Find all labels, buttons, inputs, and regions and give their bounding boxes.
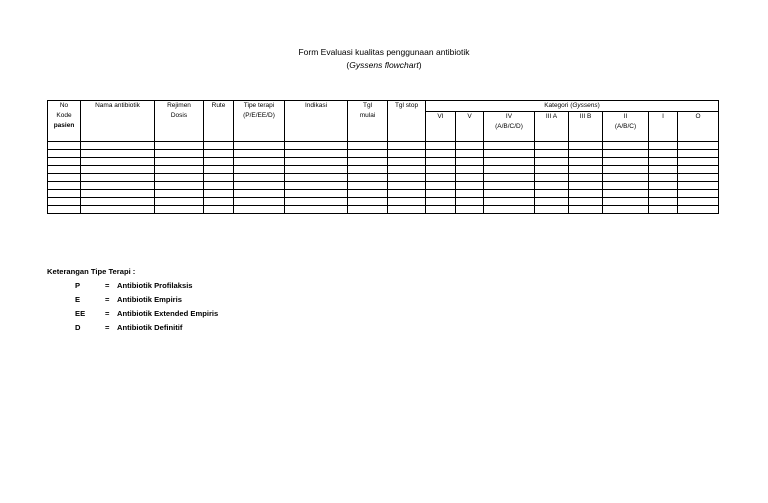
table-cell[interactable] xyxy=(204,158,234,166)
table-cell[interactable] xyxy=(649,190,678,198)
table-cell[interactable] xyxy=(204,142,234,150)
table-cell[interactable] xyxy=(649,198,678,206)
table-cell[interactable] xyxy=(48,198,81,206)
table-cell[interactable] xyxy=(484,158,535,166)
header-kategori-1: V xyxy=(456,112,484,142)
table-cell[interactable] xyxy=(234,198,285,206)
table-row xyxy=(48,190,719,198)
table-cell[interactable] xyxy=(456,190,484,198)
table-cell[interactable] xyxy=(348,206,388,214)
table-cell[interactable] xyxy=(603,166,649,174)
header-rute: Rute xyxy=(204,101,234,142)
legend-abbr: P xyxy=(75,281,81,290)
table-cell[interactable] xyxy=(155,198,204,206)
header-no-kode-pasien: No Kode pasien xyxy=(48,101,81,142)
table-cell[interactable] xyxy=(285,158,348,166)
legend-item xyxy=(75,295,182,304)
table-cell[interactable] xyxy=(348,150,388,158)
table-cell[interactable] xyxy=(285,206,348,214)
table-cell[interactable] xyxy=(348,182,388,190)
table-cell[interactable] xyxy=(456,142,484,150)
table-cell[interactable] xyxy=(234,182,285,190)
table-cell[interactable] xyxy=(456,174,484,182)
table-cell[interactable] xyxy=(285,166,348,174)
header-kategori-3: III A xyxy=(535,112,569,142)
table-cell[interactable] xyxy=(155,182,204,190)
table-cell[interactable] xyxy=(388,206,426,214)
table-cell[interactable] xyxy=(81,150,155,158)
table-cell[interactable] xyxy=(155,150,204,158)
legend-abbr: EE xyxy=(75,309,86,318)
header-nama-antibiotik: Nama antibiotik xyxy=(81,101,155,142)
legend-item xyxy=(75,309,218,318)
table-cell[interactable] xyxy=(678,206,719,214)
table-cell[interactable] xyxy=(285,190,348,198)
table-cell[interactable] xyxy=(569,158,603,166)
table-cell[interactable] xyxy=(456,150,484,158)
table-cell[interactable] xyxy=(285,150,348,158)
table-cell[interactable] xyxy=(234,142,285,150)
table-row xyxy=(48,182,719,190)
table-cell[interactable] xyxy=(155,142,204,150)
table-cell[interactable] xyxy=(234,150,285,158)
table-cell[interactable] xyxy=(678,190,719,198)
table-cell[interactable] xyxy=(204,182,234,190)
table-cell[interactable] xyxy=(484,150,535,158)
table-cell[interactable] xyxy=(603,142,649,150)
table-cell[interactable] xyxy=(456,198,484,206)
table-cell[interactable] xyxy=(535,158,569,166)
table-row xyxy=(48,166,719,174)
legend-abbr: D xyxy=(75,323,81,332)
table-row xyxy=(48,142,719,150)
table-cell[interactable] xyxy=(204,198,234,206)
table-cell[interactable] xyxy=(204,174,234,182)
table-row xyxy=(48,206,719,214)
table-cell[interactable] xyxy=(388,198,426,206)
table-cell[interactable] xyxy=(426,174,456,182)
table-cell[interactable] xyxy=(535,150,569,158)
table-cell[interactable] xyxy=(155,174,204,182)
legend-text: Antibiotik Extended Empiris xyxy=(117,309,219,318)
header-kategori-0: VI xyxy=(426,112,456,142)
table-cell[interactable] xyxy=(285,182,348,190)
table-cell[interactable] xyxy=(678,150,719,158)
header-kategori-6: I xyxy=(649,112,678,142)
table-cell[interactable] xyxy=(285,142,348,150)
table-cell[interactable] xyxy=(155,190,204,198)
table-cell[interactable] xyxy=(155,166,204,174)
table-cell[interactable] xyxy=(603,198,649,206)
table-cell[interactable] xyxy=(426,206,456,214)
table-cell[interactable] xyxy=(388,142,426,150)
table-cell[interactable] xyxy=(456,158,484,166)
table-cell[interactable] xyxy=(81,198,155,206)
header-kategori-gyssens: Kategori (Gyssens) xyxy=(426,101,719,112)
legend-equals: = xyxy=(105,323,110,332)
table-cell[interactable] xyxy=(603,182,649,190)
legend-abbr: E xyxy=(75,295,81,304)
table-cell[interactable] xyxy=(535,190,569,198)
evaluation-table xyxy=(47,100,719,214)
table-cell[interactable] xyxy=(649,206,678,214)
table-row xyxy=(48,198,719,206)
header-rejimen-dosis: Rejimen Dosis xyxy=(155,101,204,142)
table-cell[interactable] xyxy=(155,158,204,166)
table-cell[interactable] xyxy=(649,158,678,166)
legend-heading: Keterangan Tipe Terapi : xyxy=(47,267,136,276)
legend-item xyxy=(75,323,182,332)
header-tipe-terapi: Tipe terapi (P/E/EE/D) xyxy=(234,101,285,142)
table-cell[interactable] xyxy=(388,190,426,198)
table-cell[interactable] xyxy=(426,142,456,150)
table-cell[interactable] xyxy=(234,190,285,198)
table-cell[interactable] xyxy=(603,150,649,158)
table-cell[interactable] xyxy=(81,182,155,190)
table-cell[interactable] xyxy=(81,190,155,198)
header-kategori-2: IV (A/B/C/D) xyxy=(484,112,535,142)
table-cell[interactable] xyxy=(484,142,535,150)
legend-text: Antibiotik Profilaksis xyxy=(117,281,193,290)
table-cell[interactable] xyxy=(678,182,719,190)
table-cell[interactable] xyxy=(348,174,388,182)
table-cell[interactable] xyxy=(569,142,603,150)
table-cell[interactable] xyxy=(678,174,719,182)
table-cell[interactable] xyxy=(426,166,456,174)
table-cell[interactable] xyxy=(48,158,81,166)
table-cell[interactable] xyxy=(649,142,678,150)
table-cell[interactable] xyxy=(155,206,204,214)
table-cell[interactable] xyxy=(204,190,234,198)
table-cell[interactable] xyxy=(48,174,81,182)
header-indikasi: Indikasi xyxy=(285,101,348,142)
table-cell[interactable] xyxy=(48,182,81,190)
table-cell[interactable] xyxy=(535,174,569,182)
header-tgl-mulai: Tgl mulai xyxy=(348,101,388,142)
table-cell[interactable] xyxy=(388,158,426,166)
table-cell[interactable] xyxy=(388,174,426,182)
legend-equals: = xyxy=(105,309,110,318)
legend-item xyxy=(75,281,193,290)
table-cell[interactable] xyxy=(388,150,426,158)
table-cell[interactable] xyxy=(348,142,388,150)
table-cell[interactable] xyxy=(569,182,603,190)
table-cell[interactable] xyxy=(569,150,603,158)
table-cell[interactable] xyxy=(603,206,649,214)
table-cell[interactable] xyxy=(603,174,649,182)
table-cell[interactable] xyxy=(81,166,155,174)
header-kategori-5: II (A/B/C) xyxy=(603,112,649,142)
table-cell[interactable] xyxy=(535,142,569,150)
table-cell[interactable] xyxy=(484,182,535,190)
table-cell[interactable] xyxy=(484,206,535,214)
table-cell[interactable] xyxy=(388,166,426,174)
table-cell[interactable] xyxy=(348,166,388,174)
form-title: Form Evaluasi kualitas penggunaan antibiotik xyxy=(298,47,470,57)
legend-text: Antibiotik Definitif xyxy=(117,323,183,332)
table-cell[interactable] xyxy=(348,158,388,166)
table-cell[interactable] xyxy=(569,206,603,214)
table-cell[interactable] xyxy=(234,158,285,166)
table-cell[interactable] xyxy=(649,166,678,174)
table-cell[interactable] xyxy=(48,190,81,198)
table-cell[interactable] xyxy=(426,150,456,158)
table-cell[interactable] xyxy=(456,182,484,190)
table-cell[interactable] xyxy=(48,206,81,214)
table-cell[interactable] xyxy=(81,158,155,166)
table-cell[interactable] xyxy=(678,158,719,166)
table-cell[interactable] xyxy=(569,190,603,198)
table-cell[interactable] xyxy=(48,166,81,174)
table-cell[interactable] xyxy=(535,206,569,214)
table-cell[interactable] xyxy=(234,174,285,182)
table-cell[interactable] xyxy=(456,166,484,174)
table-cell[interactable] xyxy=(535,166,569,174)
header-kategori-7: O xyxy=(678,112,719,142)
table-cell[interactable] xyxy=(81,142,155,150)
table-cell[interactable] xyxy=(649,150,678,158)
table-cell[interactable] xyxy=(649,182,678,190)
table-cell[interactable] xyxy=(204,166,234,174)
table-cell[interactable] xyxy=(535,182,569,190)
subtitle-italic: Gyssens flowchart xyxy=(349,60,419,70)
table-cell[interactable] xyxy=(348,190,388,198)
table-cell[interactable] xyxy=(285,174,348,182)
table-cell[interactable] xyxy=(348,198,388,206)
table-cell[interactable] xyxy=(234,206,285,214)
table-cell[interactable] xyxy=(456,206,484,214)
header-tgl-stop: Tgl stop xyxy=(388,101,426,142)
table-cell[interactable] xyxy=(484,166,535,174)
table-cell[interactable] xyxy=(484,174,535,182)
table-cell[interactable] xyxy=(48,142,81,150)
table-cell[interactable] xyxy=(204,150,234,158)
table-cell[interactable] xyxy=(48,150,81,158)
table-cell[interactable] xyxy=(678,142,719,150)
table-cell[interactable] xyxy=(426,198,456,206)
table-row xyxy=(48,150,719,158)
table-cell[interactable] xyxy=(426,158,456,166)
table-cell[interactable] xyxy=(678,198,719,206)
table-cell[interactable] xyxy=(569,174,603,182)
table-row xyxy=(48,158,719,166)
table-cell[interactable] xyxy=(484,190,535,198)
table-cell[interactable] xyxy=(426,190,456,198)
form-subtitle: (Gyssens flowchart) xyxy=(346,60,422,70)
table-cell[interactable] xyxy=(603,190,649,198)
table-cell[interactable] xyxy=(81,174,155,182)
table-cell[interactable] xyxy=(426,182,456,190)
table-cell[interactable] xyxy=(81,206,155,214)
table-cell[interactable] xyxy=(569,198,603,206)
table-cell[interactable] xyxy=(569,166,603,174)
table-cell[interactable] xyxy=(204,206,234,214)
legend-text: Antibiotik Empiris xyxy=(117,295,182,304)
table-cell[interactable] xyxy=(285,198,348,206)
legend-equals: = xyxy=(105,281,110,290)
table-cell[interactable] xyxy=(388,182,426,190)
table-cell[interactable] xyxy=(678,166,719,174)
table-cell[interactable] xyxy=(234,166,285,174)
table-row xyxy=(48,174,719,182)
table-cell[interactable] xyxy=(649,174,678,182)
table-cell[interactable] xyxy=(535,198,569,206)
header-kategori-4: III B xyxy=(569,112,603,142)
table-cell[interactable] xyxy=(603,158,649,166)
legend-equals: = xyxy=(105,295,110,304)
table-cell[interactable] xyxy=(484,198,535,206)
